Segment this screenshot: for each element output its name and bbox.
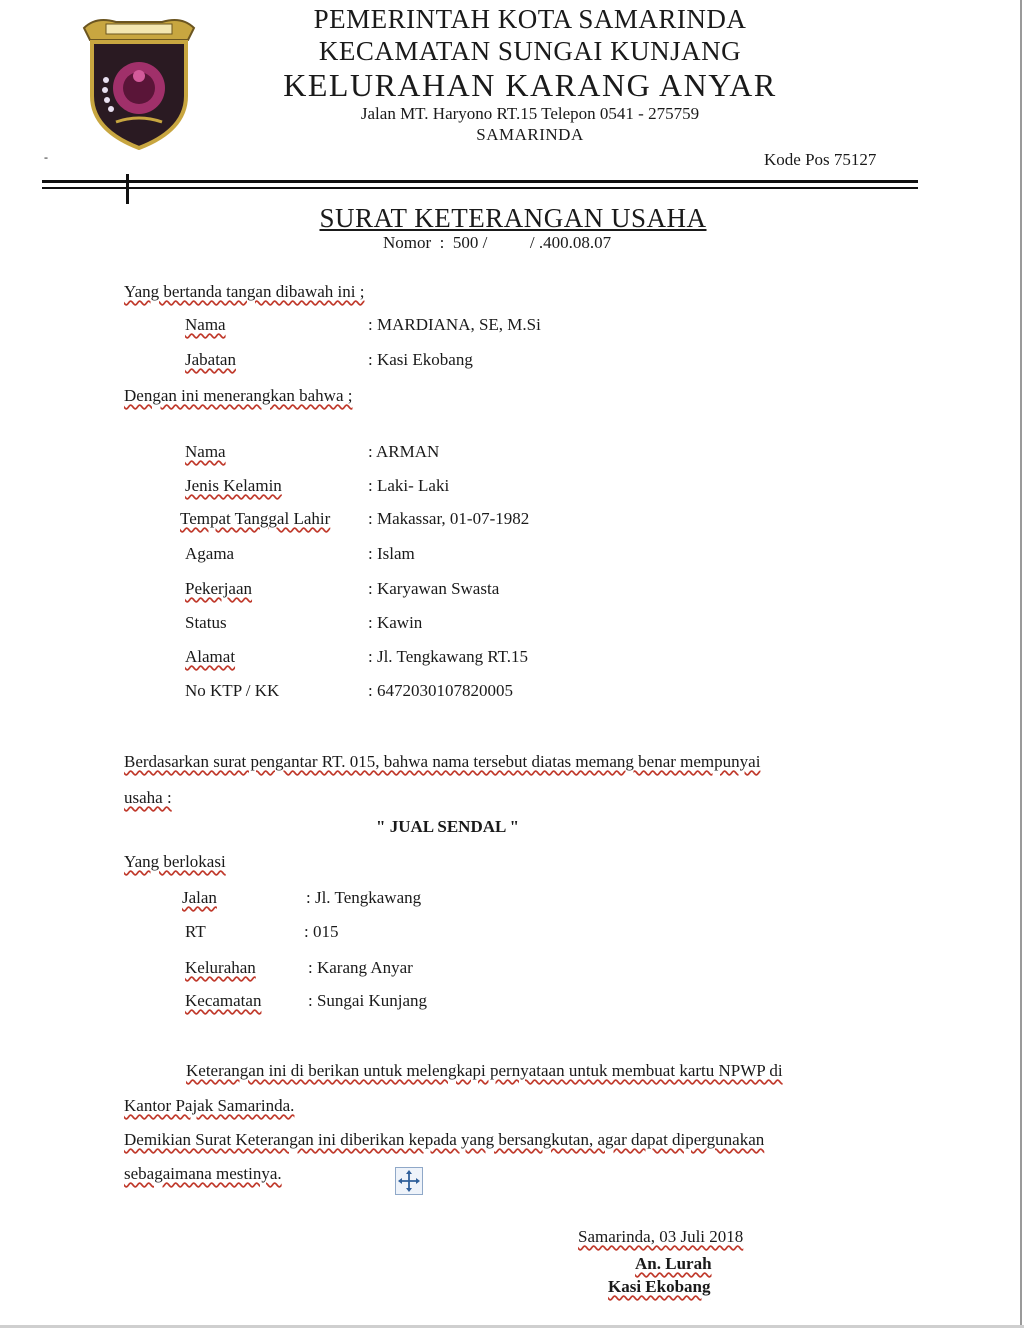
signature-position: Kasi Ekobang [608, 1277, 711, 1296]
location-label: RT [185, 922, 206, 941]
location-label: Jalan [182, 888, 217, 907]
location-intro: Yang berlokasi [124, 852, 226, 871]
subject-label: Jenis Kelamin [185, 476, 282, 495]
signatory-value: : Kasi Ekobang [368, 350, 473, 369]
subject-label: Agama [185, 544, 235, 563]
signature-on-behalf: An. Lurah [635, 1254, 712, 1273]
subject-label: Pekerjaan [185, 579, 253, 598]
closing-line-1: Demikian Surat Keterangan ini diberikan kepada yang bersangkutan, agar dapat dipergunakan [124, 1130, 765, 1149]
subject-value: : Jl. Tengkawang RT.15 [368, 647, 529, 666]
basis-line-1: Berdasarkan surat pengantar RT. 015, bahwa nama tersebut diatas memang benar mempunyai [124, 752, 761, 771]
header-government: PEMERINTAH KOTA SAMARINDA [313, 4, 747, 34]
header-address: Jalan MT. Haryono RT.15 Telepon 0541 - 275759 [360, 104, 700, 123]
subject-value: : Kawin [368, 613, 423, 632]
signature-place-date: Samarinda, 03 Juli 2018 [578, 1227, 744, 1246]
document-number: Nomor : 500 / / .400.08.07 [383, 233, 612, 252]
header-district: KECAMATAN SUNGAI KUNJANG [318, 36, 742, 66]
header-village: KELURAHAN KARANG ANYAR [283, 67, 777, 103]
subject-value: : 6472030107820005 [368, 681, 513, 700]
location-value: : Jl. Tengkawang [306, 888, 422, 907]
document-title: SURAT KETERANGAN USAHA [319, 203, 707, 233]
header-rule-thick [42, 180, 918, 183]
location-label: Kecamatan [185, 991, 262, 1010]
business-name: " JUAL SENDAL " [376, 817, 520, 836]
subject-value: : ARMAN [368, 442, 440, 461]
purpose-line-2: Kantor Pajak Samarinda. [124, 1096, 295, 1115]
subject-label: No KTP / KK [185, 681, 280, 700]
basis-line-2: usaha : [124, 788, 172, 807]
location-label: Kelurahan [185, 958, 256, 977]
table-move-handle[interactable] [395, 1167, 423, 1195]
subject-label: Tempat Tanggal Lahir [180, 509, 331, 528]
postal-code: Kode Pos 75127 [764, 150, 877, 169]
subject-label: Alamat [185, 647, 236, 666]
closing-line-2: sebagaimana mestinya. [124, 1164, 282, 1183]
location-value: : 015 [304, 922, 339, 941]
signatory-label: Nama [185, 315, 226, 334]
location-value: : Karang Anyar [308, 958, 413, 977]
header-city: SAMARINDA [476, 125, 584, 144]
purpose-line-1: Keterangan ini di berikan untuk melengkapi pernyataan untuk membuat kartu NPWP di [186, 1061, 783, 1080]
text-cursor-marker [126, 174, 129, 204]
subject-label: Nama [185, 442, 226, 461]
signatory-intro: Yang bertanda tangan dibawah ini ; [124, 282, 365, 301]
signatory-value: : MARDIANA, SE, M.Si [368, 315, 541, 334]
subject-value: : Karyawan Swasta [368, 579, 500, 598]
subject-value: : Laki- Laki [368, 476, 450, 495]
signatory-label: Jabatan [185, 350, 236, 369]
location-value: : Sungai Kunjang [308, 991, 427, 1010]
header-rule-thin [42, 187, 918, 189]
subject-value: : Makassar, 01-07-1982 [368, 509, 530, 528]
stray-dash: - [44, 150, 48, 164]
subject-intro: Dengan ini menerangkan bahwa ; [124, 386, 353, 405]
move-arrows-icon [396, 1168, 422, 1194]
subject-label: Status [185, 613, 227, 632]
subject-value: : Islam [368, 544, 415, 563]
page-edge-right [1020, 0, 1022, 1328]
